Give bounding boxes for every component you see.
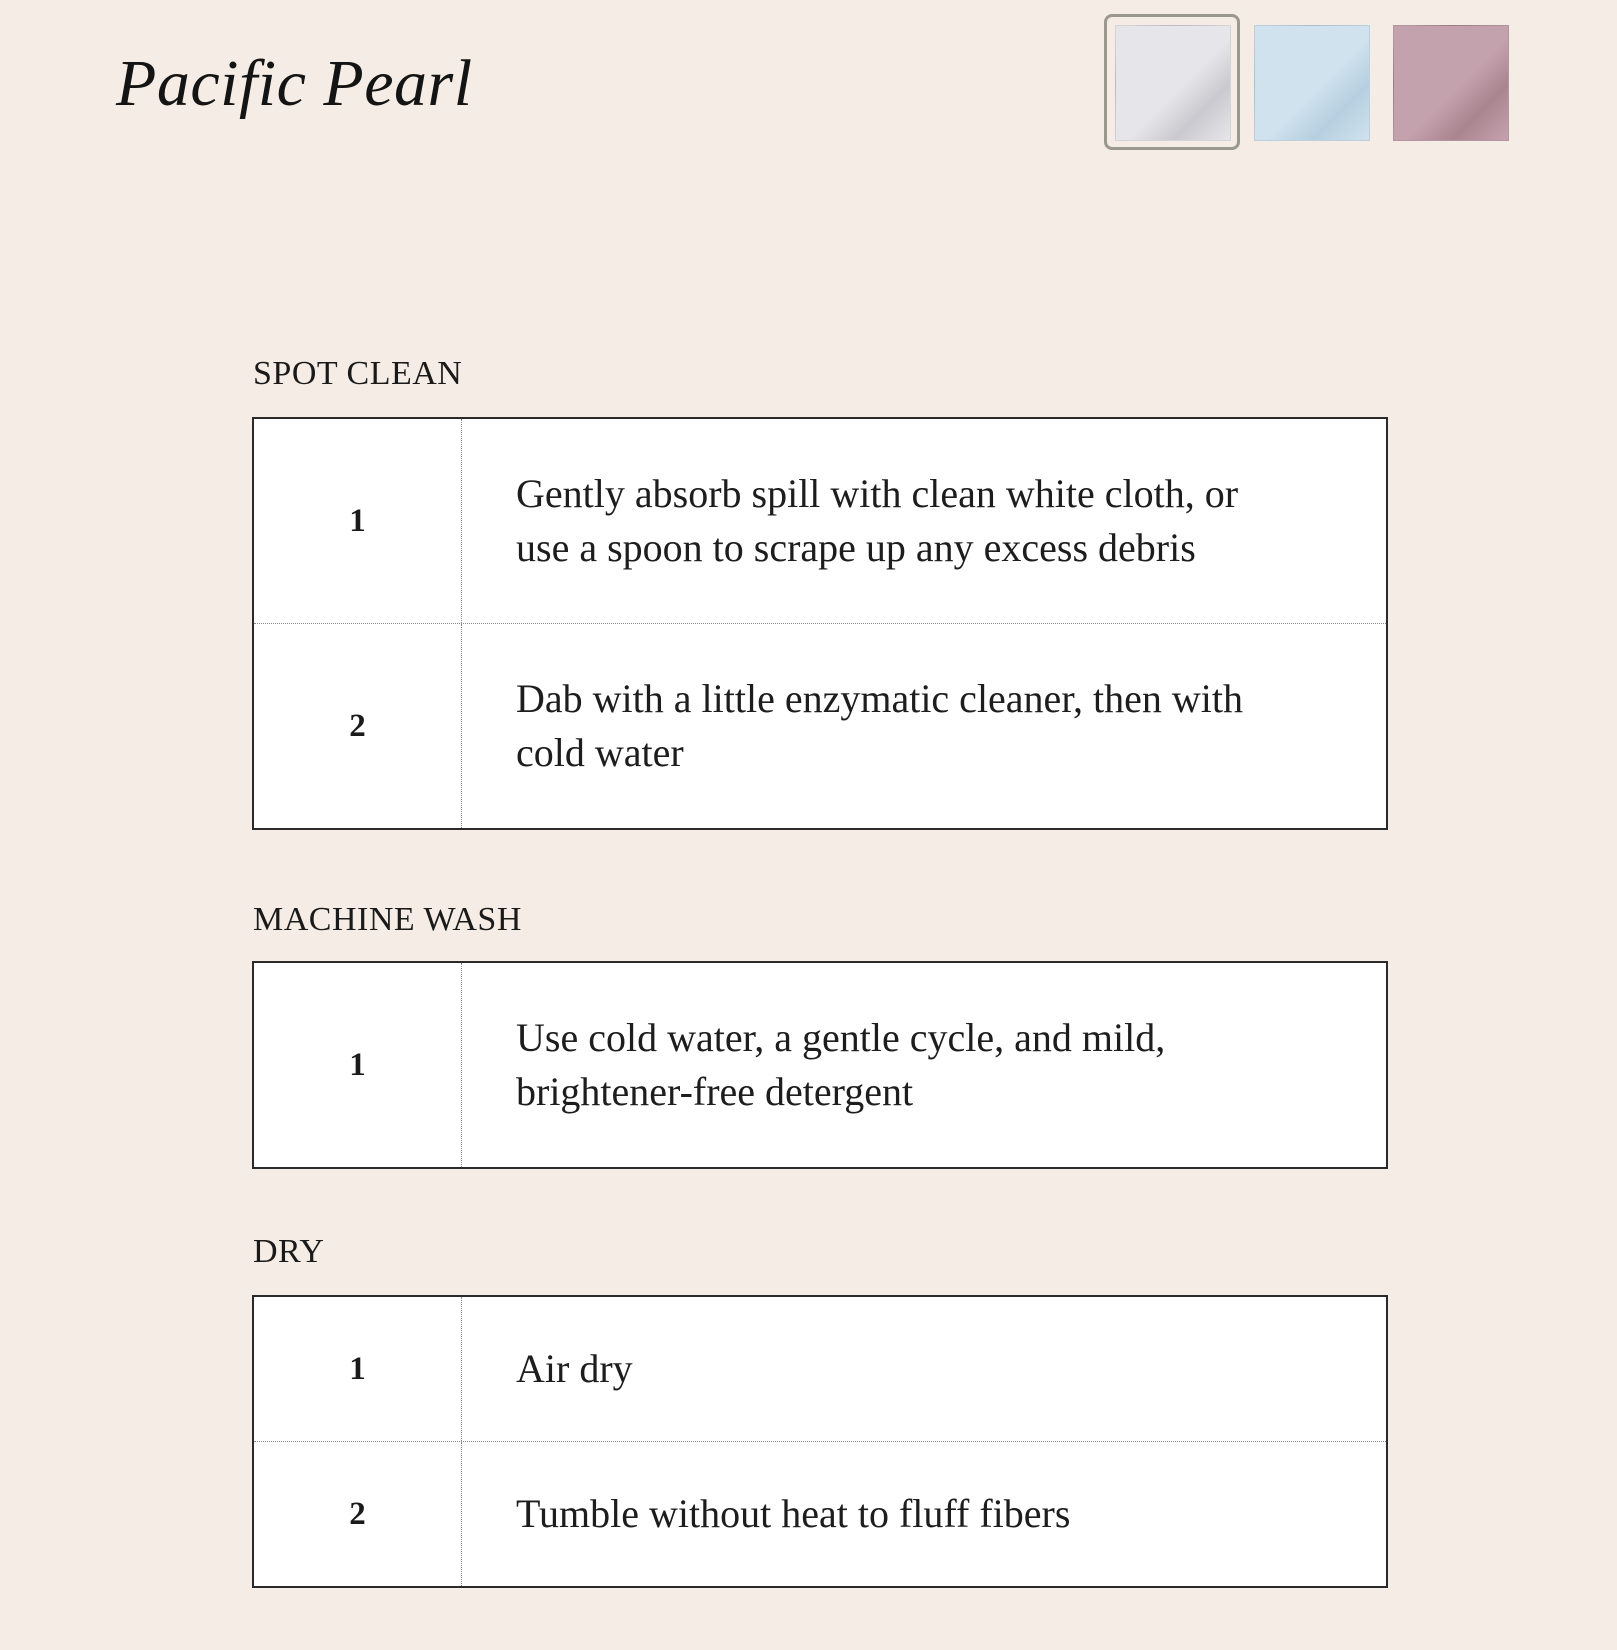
step-text: Dab with a little enzymatic cleaner, then with cold water — [516, 676, 1244, 775]
product-title: Pacific Pearl — [116, 47, 473, 120]
care-step-row — [254, 419, 1386, 623]
swatch-mauve[interactable] — [1393, 25, 1509, 141]
section-heading-machine-wash: MACHINE WASH — [253, 901, 522, 938]
step-text: Use cold water, a gentle cycle, and mild, brightener-free detergent — [516, 1015, 1166, 1114]
machine-wash-table — [252, 961, 1388, 1169]
swatch-light-blue[interactable] — [1254, 25, 1370, 141]
care-step-row — [254, 623, 1386, 828]
dry-table — [252, 1295, 1388, 1588]
section-heading-dry: DRY — [253, 1233, 325, 1270]
step-text: Tumble without heat to fluff fibers — [516, 1491, 1071, 1536]
care-step-row — [254, 963, 1386, 1167]
step-text: Air dry — [516, 1346, 633, 1391]
step-number: 2 — [254, 1442, 462, 1586]
step-number: 1 — [254, 963, 462, 1167]
care-step-row — [254, 1297, 1386, 1441]
step-text: Gently absorb spill with clean white cloth, or use a spoon to scrape up any excess debris — [516, 471, 1239, 570]
swatch-white[interactable] — [1115, 25, 1231, 141]
spot-clean-table — [252, 417, 1388, 830]
section-heading-spot-clean: SPOT CLEAN — [253, 355, 463, 392]
step-number: 1 — [254, 419, 462, 623]
step-number: 1 — [254, 1297, 462, 1441]
care-step-row — [254, 1441, 1386, 1586]
step-number: 2 — [254, 624, 462, 828]
